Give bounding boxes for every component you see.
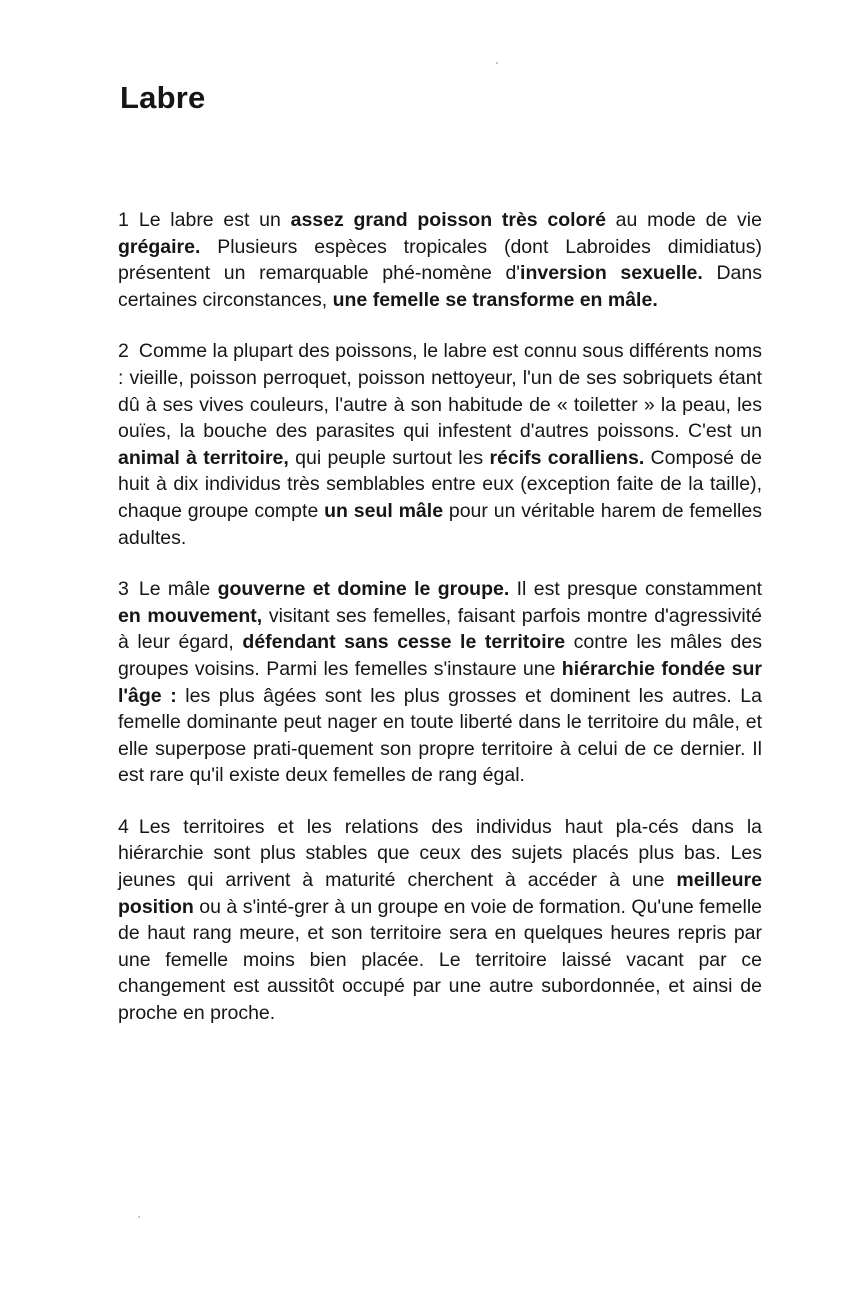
paragraph-number: 3 [118, 578, 129, 601]
bold-text-run: gouverne et domine le groupe. [217, 578, 510, 601]
text-run: Il est presque constamment [509, 578, 763, 601]
bold-text-run: en mouvement, [118, 604, 263, 627]
text-run: qui peuple surtout les [288, 446, 490, 469]
text-run: Le mâle [138, 578, 218, 601]
text-run: pour un véritable harem de femelles adultes. [118, 499, 762, 549]
text-run: Les territoires et les relations des individus haut pla-cés dans la hiérarchie sont plus stables que ceux des sujets placés plus bas. Les jeunes qui arrivent à maturité cherchent à accéder à une [118, 815, 762, 892]
bold-text-run: animal à territoire, [118, 446, 289, 469]
bold-text-run: assez grand poisson très coloré [290, 209, 606, 231]
paragraph-1 [118, 207, 762, 313]
text-run: Comme la plupart des poissons, le labre est connu sous différents noms : vieille, poisson perroquet, poisson nettoyeur, l'un de ses sobriquets étant dû à ses vives couleurs, l'autre à son habitude de « toiletter » la peau, les ouïes, la bouche des parasites qui infestent d'autres poissons. C'est un [118, 340, 762, 443]
paragraph-2 [118, 338, 762, 551]
paragraph-number: 2 [118, 340, 129, 363]
text-run: Plusieurs espèces tropicales (dont Labroides dimidiatus) présentent un remarquable phé-nomène d' [118, 235, 762, 285]
paragraph-3 [118, 576, 762, 789]
bold-text-run: récifs coralliens. [489, 446, 645, 469]
paragraph-number: 4 [118, 815, 129, 838]
text-run: les plus âgées sont les plus grosses et dominent les autres. La femelle dominante peut nager en toute liberté dans le territoire du mâle, et elle superpose prati-quement son propre territoire à celui de ce dernier. Il est rare qu'il existe deux femelles de rang égal. [118, 684, 762, 787]
text-run: visitant ses femelles, faisant parfois montre d'agressivité à leur égard, [118, 604, 762, 654]
paragraph-number: 1 [118, 209, 129, 231]
text-run: Composé de huit à dix individus très semblables entre eux (exception faite de la taille), chaque groupe compte [118, 446, 762, 522]
text-run: contre les mâles des groupes voisins. Parmi les femelles s'instaure une [118, 631, 762, 680]
page-title: Labre [120, 80, 206, 115]
scan-speck [496, 62, 498, 64]
text-run: Le labre est un [138, 209, 291, 231]
text-run: Dans certaines circonstances, [118, 262, 762, 311]
bold-text-run: meilleure position [118, 869, 762, 918]
bold-text-run: un seul mâle [324, 499, 444, 522]
article-body [118, 207, 762, 1052]
scan-speck [138, 1216, 140, 1218]
text-run: ou à s'inté-grer à un groupe en voie de formation. Qu'une femelle de haut rang meure, et son territoire sera en quelques heures repris par une femelle moins bien placée. Le territoire laissé vacant par ce changement est aussitôt occupé par une autre subordonnée, et ainsi de proche en proche. [118, 895, 762, 1025]
bold-text-run: hiérarchie fondée sur l'âge : [118, 657, 762, 707]
bold-text-run: défendant sans cesse le territoire [242, 631, 566, 654]
paragraph-4 [118, 814, 762, 1027]
bold-text-run: une femelle se transforme en mâle. [332, 288, 658, 311]
bold-text-run: grégaire. [118, 235, 201, 258]
bold-text-run: inversion sexuelle. [520, 262, 703, 285]
text-run: au mode de vie [605, 209, 762, 231]
